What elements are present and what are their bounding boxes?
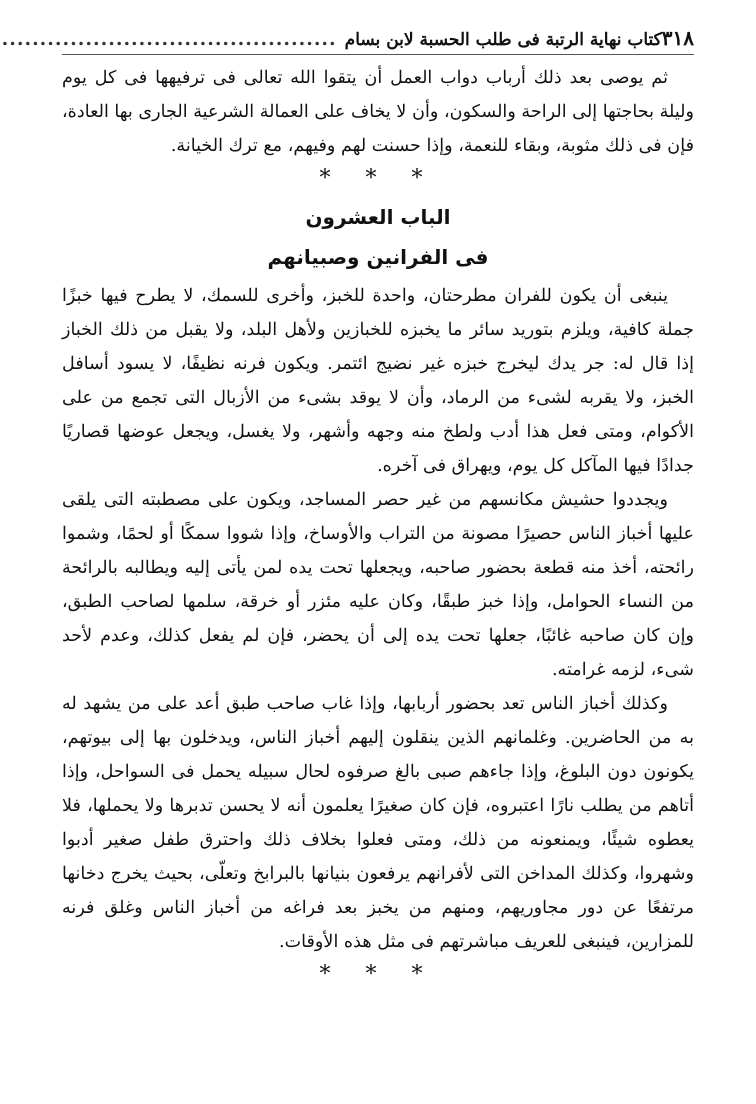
chapter-title: الباب العشرون — [305, 205, 451, 229]
paragraph-1: ينبغى أن يكون للفران مطرحتان، واحدة للخبز، وأخرى للسمك، لا يطرح فيها خبزًا جملة كافية، ويلزم بتوريد سائر ما يخبزه للخبازين ولأهل البلد، ولا يقبل من ذلك الخباز إذا قال له: جر يدك ليخرج خبزه غير نضيج ائتمر. ويكون فرنه نظيفًا، لا يسود أسافل الخبز، ولا يقربه لشىء من الرماد، وأن لا يوقد بشىء من الأزبال التى تجمع من على الأكوام، ومتى فعل هذا أدب ولطخ منه وجهه وأشهر، ولا يغسل، ويجعل عوضها قصاريًا جدادًا فيها المآكل كل يوم، ويهراق فى آخره. — [62, 286, 694, 476]
book-title: كتاب نهاية الرتبة فى طلب الحسبة لابن بسام — [344, 30, 662, 50]
section-separator-bottom: * * * — [319, 962, 437, 987]
page-number: ٣١٨ — [661, 26, 694, 50]
running-header — [1, 26, 694, 55]
chapter-subtitle: فى الفرانين وصبيانهم — [267, 245, 489, 269]
intro-paragraph: ثم يوصى بعد ذلك أرباب دواب العمل أن يتقوا الله تعالى فى ترفيهها فى كل يوم وليلة بحاجتها إلى الراحة والسكون، وأن لا يخاف على العمالة الشرعية الجارى بها العادة، فإن فى ذلك مثوبة، وبقاء للنعمة، وإذا حسنت لهم وفيهم، مع ترك الخيانة. — [62, 68, 694, 156]
dot-leader: ............................................ — [1, 28, 337, 50]
section-separator-top: * * * — [319, 166, 437, 191]
paragraph-2: ويجددوا حشيش مكانسهم من غير حصر المساجد، ويكون على مصطبته التى يلقى عليها أخباز الناس حصيرًا مصونة من التراب والأوساخ، وإذا شووا سمكًا أو لحمًا، وشموا رائحته، أخذ منه قطعة بحضور صاحبه، ويجعلها تحت يده لمن يأتى إليه ويطالبه بالرائحة من النساء الحوامل، وإذا خبز طبقًا، وكان عليه مئزر أو خرقة، سلمها لصاحب الطبق، وإن كان صاحبه غائبًا، جعلها تحت يده إلى أن يحضر، فإن لم يفعل كذلك، وعدم لأحد شىء، لزمه غرامته. — [62, 490, 694, 680]
paragraph-3: وكذلك أخباز الناس تعد بحضور أربابها، وإذا غاب صاحب طبق أعد على من يشهد له به من الحاضرين. وغلمانهم الذين ينقلون إليهم أخباز الناس، ويدخلون بها إلى بيوتهم، يكونون دون البلوغ، وإذا جاءهم صبى بالغ صرفوه لحال سبيله يحمل فى السواحل، وإذا أتاهم من يطلب نارًا اعتبروه، فإن كان صغيرًا يعلمون أنه لا يحسن تدبرها ولا يحملها، فلا يعطوه شيئًا، ويمنعونه من ذلك، ومتى فعلوا بخلاف ذلك واحترق طفل صغير أدبوا وشهروا، وكذلك المداخن التى لأفرانهم يرفعون بنيانها بالبرابخ وتعلّى، بحيث يخرج دخانها مرتفعًا عن دور مجاوريهم، ومنهم من يخبز بعد فراغه من أخباز الناس وغلق فرنه للمزارين، فينبغى للعريف مباشرتهم فى مثل هذه الأوقات. — [62, 694, 694, 952]
